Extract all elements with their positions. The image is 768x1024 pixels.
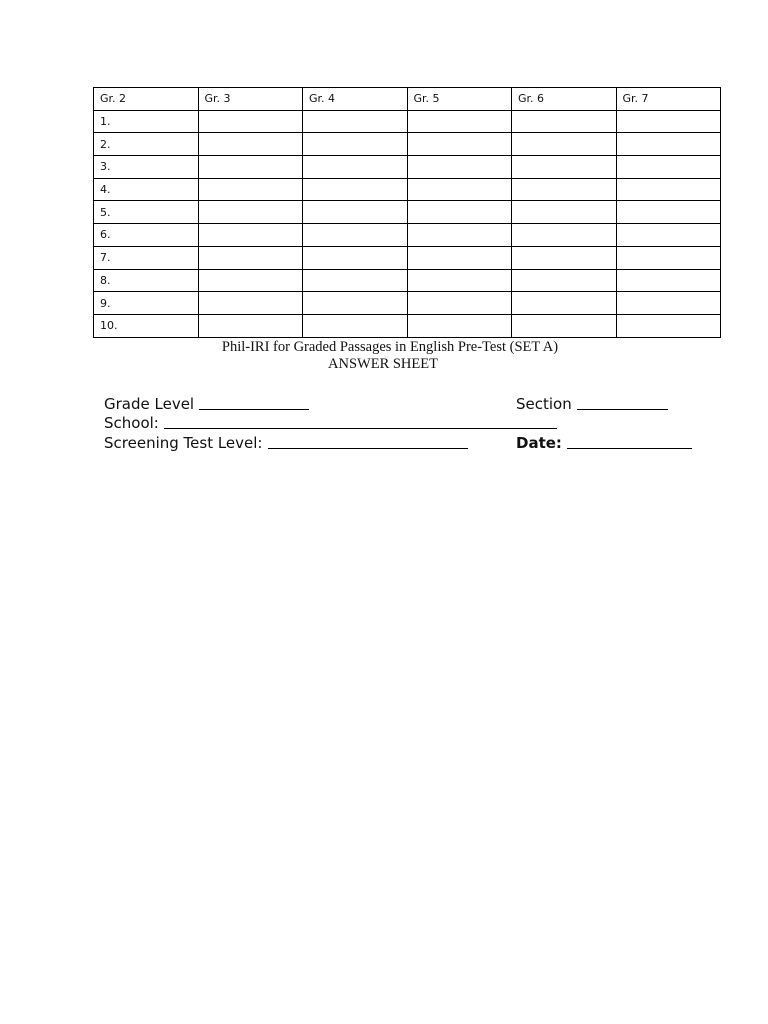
answer-cell[interactable]	[512, 178, 617, 201]
answer-cell[interactable]	[616, 110, 721, 133]
row-number: 7.	[94, 246, 199, 269]
header-gr-3: Gr. 3	[198, 88, 303, 111]
answer-cell[interactable]	[512, 110, 617, 133]
row-number: 4.	[94, 178, 199, 201]
answer-cell[interactable]	[512, 156, 617, 179]
answer-cell[interactable]	[303, 314, 408, 337]
answer-cell[interactable]	[512, 269, 617, 292]
table-row	[94, 201, 721, 224]
answer-cell[interactable]	[303, 292, 408, 315]
table-row	[94, 133, 721, 156]
section-label: Section	[516, 395, 572, 413]
row-number: 5.	[94, 201, 199, 224]
answer-cell[interactable]	[198, 201, 303, 224]
screening-test-level-blank[interactable]	[268, 447, 468, 449]
answer-cell[interactable]	[303, 110, 408, 133]
school-label: School:	[104, 414, 159, 432]
table-row	[94, 178, 721, 201]
answer-cell[interactable]	[512, 292, 617, 315]
answer-cell[interactable]	[512, 224, 617, 247]
answer-cell[interactable]	[512, 133, 617, 156]
answer-cell[interactable]	[407, 224, 512, 247]
section-blank[interactable]	[577, 408, 668, 410]
answer-cell[interactable]	[616, 133, 721, 156]
answer-cell[interactable]	[512, 201, 617, 224]
header-gr-4: Gr. 4	[303, 88, 408, 111]
date-field	[516, 434, 692, 452]
section-field	[516, 395, 668, 413]
sheet-title: Phil-IRI for Graded Passages in English Pre-Test (SET A)	[221, 339, 559, 355]
answer-cell[interactable]	[198, 156, 303, 179]
table-row	[94, 292, 721, 315]
header-gr-6: Gr. 6	[512, 88, 617, 111]
table-row	[94, 314, 721, 337]
row-number: 8.	[94, 269, 199, 292]
date-label: Date:	[516, 434, 562, 452]
screening-test-level-field	[104, 434, 468, 452]
answer-table	[93, 87, 721, 338]
grade-level-field	[104, 395, 309, 413]
answer-cell[interactable]	[303, 246, 408, 269]
answer-cell[interactable]	[407, 201, 512, 224]
header-gr-7: Gr. 7	[616, 88, 721, 111]
answer-cell[interactable]	[512, 314, 617, 337]
answer-cell[interactable]	[407, 269, 512, 292]
answer-cell[interactable]	[616, 156, 721, 179]
screening-test-level-label: Screening Test Level:	[104, 434, 263, 452]
answer-cell[interactable]	[407, 133, 512, 156]
date-blank[interactable]	[567, 447, 692, 449]
answer-cell[interactable]	[616, 201, 721, 224]
answer-cell[interactable]	[303, 224, 408, 247]
answer-cell[interactable]	[616, 292, 721, 315]
row-number: 6.	[94, 224, 199, 247]
answer-cell[interactable]	[616, 246, 721, 269]
answer-cell[interactable]	[303, 133, 408, 156]
table-row	[94, 224, 721, 247]
grade-level-blank[interactable]	[199, 408, 309, 410]
answer-cell[interactable]	[616, 224, 721, 247]
answer-cell[interactable]	[303, 156, 408, 179]
answer-cell[interactable]	[303, 269, 408, 292]
table-row	[94, 110, 721, 133]
row-number: 2.	[94, 133, 199, 156]
table-row	[94, 156, 721, 179]
answer-cell[interactable]	[616, 178, 721, 201]
answer-cell[interactable]	[198, 224, 303, 247]
table-header-row	[94, 88, 721, 111]
row-number: 9.	[94, 292, 199, 315]
school-blank[interactable]	[164, 427, 557, 429]
answer-cell[interactable]	[407, 246, 512, 269]
row-number: 10.	[94, 314, 199, 337]
answer-cell[interactable]	[407, 314, 512, 337]
answer-cell[interactable]	[198, 269, 303, 292]
table-body	[94, 110, 721, 337]
answer-cell[interactable]	[407, 156, 512, 179]
table-row	[94, 269, 721, 292]
answer-cell[interactable]	[616, 314, 721, 337]
answer-cell[interactable]	[198, 133, 303, 156]
sheet-subtitle: ANSWER SHEET	[328, 356, 438, 372]
answer-cell[interactable]	[512, 246, 617, 269]
answer-cell[interactable]	[407, 110, 512, 133]
table-row	[94, 246, 721, 269]
answer-cell[interactable]	[198, 246, 303, 269]
answer-cell[interactable]	[407, 292, 512, 315]
row-number: 3.	[94, 156, 199, 179]
answer-cell[interactable]	[198, 178, 303, 201]
answer-cell[interactable]	[407, 178, 512, 201]
header-gr-5: Gr. 5	[407, 88, 512, 111]
header-gr-2: Gr. 2	[94, 88, 199, 111]
answer-cell[interactable]	[198, 110, 303, 133]
row-number: 1.	[94, 110, 199, 133]
school-field	[104, 414, 557, 432]
answer-cell[interactable]	[198, 314, 303, 337]
grade-level-label: Grade Level	[104, 395, 195, 413]
answer-cell[interactable]	[616, 269, 721, 292]
answer-cell[interactable]	[198, 292, 303, 315]
answer-cell[interactable]	[303, 178, 408, 201]
answer-cell[interactable]	[303, 201, 408, 224]
